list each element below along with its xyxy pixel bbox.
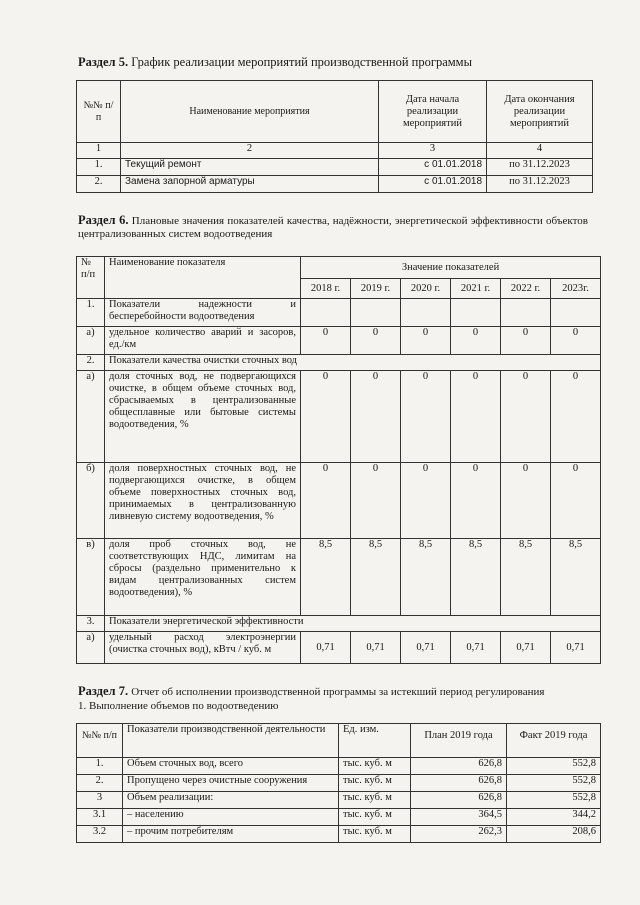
section7-heading (78, 684, 544, 699)
table-row (77, 826, 601, 843)
year-cell: 2019 г. (351, 279, 401, 299)
header-cell: План 2019 года (411, 724, 507, 758)
header-cell: Дата начала реализации мероприятий (379, 81, 487, 143)
value-cell: 0,71 (551, 632, 601, 664)
indicator-row (77, 327, 601, 355)
row-name: Объем реализации: (123, 792, 339, 809)
item-number: а) (77, 371, 105, 463)
year-cell: 2022 г. (501, 279, 551, 299)
group-title: Показатели энергетической эффективности (105, 616, 601, 632)
value-cell: 0 (301, 371, 351, 463)
header-name: Наименование показателя (105, 257, 301, 299)
header-cell: №№ п/п (77, 724, 123, 758)
indicator-row (77, 632, 601, 664)
col-number: 4 (487, 143, 593, 159)
section6-heading (78, 214, 588, 241)
section5-header-row (77, 81, 593, 143)
header-cell: Показатели производственной деятельности (123, 724, 339, 758)
row-unit: тыс. куб. м (339, 775, 411, 792)
section6-title: Плановые значения показателей качества, надёжности, энергетической эффективности объектов централизованных систем водоотведения (78, 215, 588, 240)
section6-header-row (77, 257, 601, 279)
value-cell: 0 (401, 371, 451, 463)
year-cell: 2023г. (551, 279, 601, 299)
value-cell: 0 (351, 327, 401, 355)
row-plan: 626,8 (411, 758, 507, 775)
col-number: 1 (77, 143, 121, 159)
value-cell: 8,5 (351, 539, 401, 616)
header-cell: Наименование мероприятия (121, 81, 379, 143)
value-cell: 0 (451, 371, 501, 463)
row-name: Объем сточных вод, всего (123, 758, 339, 775)
row-end: по 31.12.2023 (487, 176, 593, 193)
row-number: 1. (77, 159, 121, 176)
value-cell: 0 (401, 327, 451, 355)
row-unit: тыс. куб. м (339, 792, 411, 809)
row-number: 3.2 (77, 826, 123, 843)
indicator-row (77, 539, 601, 616)
item-text: удельный расход электроэнергии (очистка сточных вод), кВтч / куб. м (105, 632, 301, 664)
year-cell: 2020 г. (401, 279, 451, 299)
value-cell: 0,71 (351, 632, 401, 664)
row-unit: тыс. куб. м (339, 826, 411, 843)
row-fact: 208,6 (507, 826, 601, 843)
group-row (77, 616, 601, 632)
section5-title: График реализации мероприятий производственной программы (131, 55, 472, 69)
section7-number: Раздел 7. (78, 684, 129, 698)
row-fact: 552,8 (507, 792, 601, 809)
value-cell: 0,71 (301, 632, 351, 664)
table-row (77, 775, 601, 792)
row-fact: 344,2 (507, 809, 601, 826)
row-plan: 626,8 (411, 792, 507, 809)
value-cell: 0 (351, 463, 401, 539)
item-number: а) (77, 632, 105, 664)
value-cell: 8,5 (401, 539, 451, 616)
table-row (77, 792, 601, 809)
section5-table (76, 80, 593, 193)
value-cell: 8,5 (451, 539, 501, 616)
table-row (77, 176, 593, 193)
header-num: № п/п (77, 257, 105, 299)
section5-colnum-row (77, 143, 593, 159)
value-cell: 0 (401, 463, 451, 539)
indicator-row (77, 463, 601, 539)
item-text: доля сточных вод, не подвергающихся очистке, в общем объеме сточных вод, сбрасываемых в централизованные общесплавные или бытовые системы водоотведения, % (105, 371, 301, 463)
item-number: б) (77, 463, 105, 539)
value-cell: 0 (551, 327, 601, 355)
row-plan: 626,8 (411, 775, 507, 792)
item-text: доля поверхностных сточных вод, не подвергающихся очистке, в общем объеме поверхностных сточных вод, принимаемых в централизованную ливневую систему водоотведения, % (105, 463, 301, 539)
value-cell: 8,5 (301, 539, 351, 616)
row-name: – населению (123, 809, 339, 826)
item-number: а) (77, 327, 105, 355)
section7-title: Отчет об исполнении производственной программы за истекший период регулирования (131, 686, 545, 698)
value-cell: 0 (501, 327, 551, 355)
value-cell: 8,5 (551, 539, 601, 616)
row-number: 2. (77, 176, 121, 193)
value-cell: 0,71 (451, 632, 501, 664)
row-plan: 262,3 (411, 826, 507, 843)
row-fact: 552,8 (507, 775, 601, 792)
value-cell: 0,71 (501, 632, 551, 664)
section7-subtitle: 1. Выполнение объемов по водоотведению (78, 700, 279, 712)
indicator-row (77, 371, 601, 463)
year-cell: 2018 г. (301, 279, 351, 299)
value-cell: 0 (451, 463, 501, 539)
header-cell: №№ п/п (77, 81, 121, 143)
row-plan: 364,5 (411, 809, 507, 826)
group-row (77, 355, 601, 371)
value-cell: 0 (501, 371, 551, 463)
row-number: 2. (77, 775, 123, 792)
row-name: Пропущено через очистные сооружения (123, 775, 339, 792)
value-cell: 0 (551, 463, 601, 539)
value-cell: 0 (501, 463, 551, 539)
row-number: 1. (77, 758, 123, 775)
row-number: 3.1 (77, 809, 123, 826)
row-start: с 01.01.2018 (379, 176, 487, 193)
value-cell: 8,5 (501, 539, 551, 616)
value-cell: 0,71 (401, 632, 451, 664)
value-cell: 0 (351, 371, 401, 463)
section7-header-row (77, 724, 601, 758)
section5-heading (78, 55, 472, 70)
col-number: 2 (121, 143, 379, 159)
group-number: 1. (77, 299, 105, 327)
header-values: Значение показателей (301, 257, 601, 279)
item-number: в) (77, 539, 105, 616)
header-cell: Ед. изм. (339, 724, 411, 758)
row-name: – прочим потребителям (123, 826, 339, 843)
group-row (77, 299, 601, 327)
table-row (77, 758, 601, 775)
value-cell: 0 (301, 327, 351, 355)
item-text: удельное количество аварий и засоров, ед./км (105, 327, 301, 355)
col-number: 3 (379, 143, 487, 159)
row-unit: тыс. куб. м (339, 809, 411, 826)
group-number: 3. (77, 616, 105, 632)
section6-table (76, 256, 601, 664)
section6-number: Раздел 6. (78, 213, 129, 227)
row-fact: 552,8 (507, 758, 601, 775)
group-number: 2. (77, 355, 105, 371)
row-name: Текущий ремонт (121, 159, 379, 176)
value-cell: 0 (551, 371, 601, 463)
row-number: 3 (77, 792, 123, 809)
year-cell: 2021 г. (451, 279, 501, 299)
table-row (77, 159, 593, 176)
row-unit: тыс. куб. м (339, 758, 411, 775)
header-cell: Факт 2019 года (507, 724, 601, 758)
row-end: по 31.12.2023 (487, 159, 593, 176)
header-cell: Дата окончания реализации мероприятий (487, 81, 593, 143)
section7-table (76, 723, 601, 843)
row-name: Замена запорной арматуры (121, 176, 379, 193)
value-cell: 0 (451, 327, 501, 355)
item-text: доля проб сточных вод, не соответствующих НДС, лимитам на сбросы (раздельно применительно к видам централизованных систем водоотведения), % (105, 539, 301, 616)
value-cell: 0 (301, 463, 351, 539)
group-title: Показатели качества очистки сточных вод (105, 355, 601, 371)
group-title: Показатели надежности и бесперебойности водоотведения (105, 299, 301, 327)
row-start: с 01.01.2018 (379, 159, 487, 176)
table-row (77, 809, 601, 826)
section5-number: Раздел 5. (78, 55, 129, 69)
